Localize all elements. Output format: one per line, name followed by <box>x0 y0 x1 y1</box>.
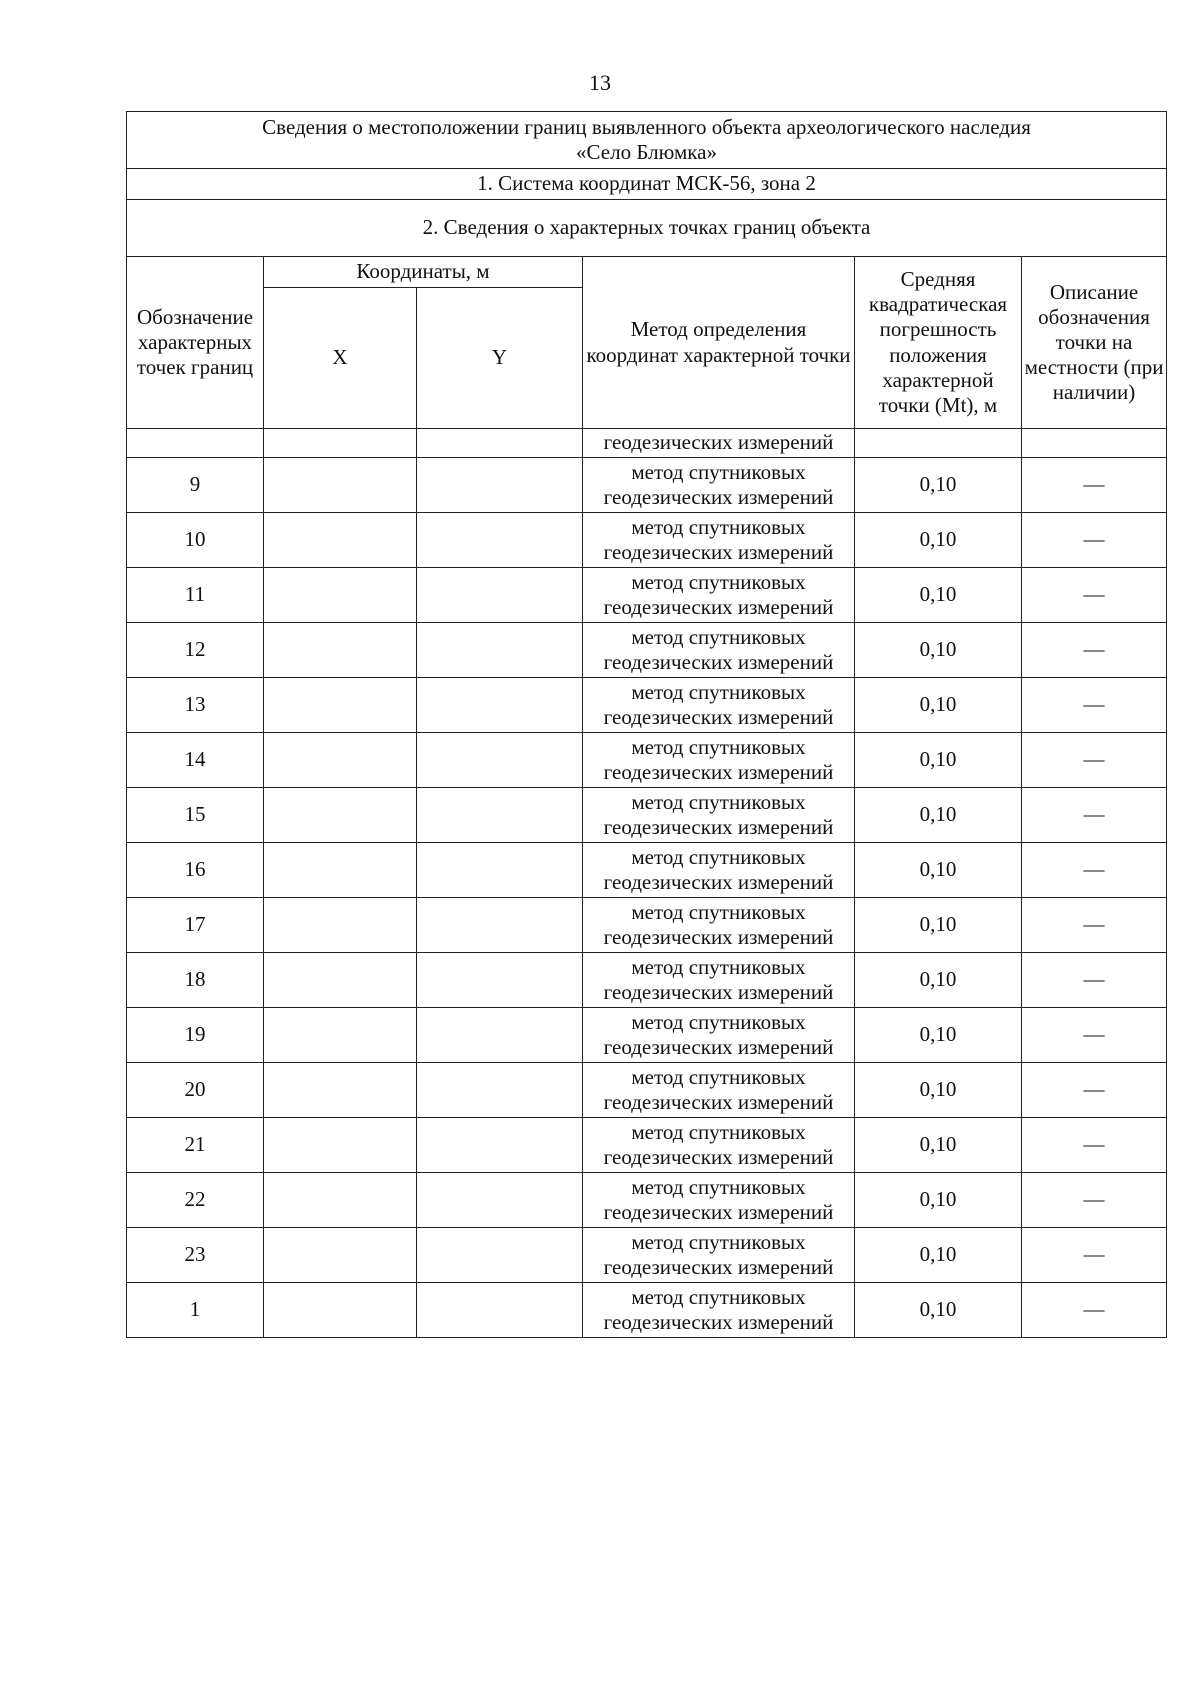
table-row <box>127 623 1167 678</box>
method-cell <box>583 1008 855 1063</box>
point-cell: 18 <box>127 953 264 1008</box>
method-cell <box>583 513 855 568</box>
description-cell: — <box>1022 953 1167 1008</box>
x-cell <box>264 513 417 568</box>
description-cell: — <box>1022 1063 1167 1118</box>
error-cell: 0,10 <box>855 1063 1022 1118</box>
method-cell <box>583 788 855 843</box>
y-cell <box>417 568 583 623</box>
x-cell <box>264 678 417 733</box>
continuation-method: геодезических измерений <box>583 429 855 458</box>
point-cell: 20 <box>127 1063 264 1118</box>
x-cell <box>264 788 417 843</box>
method-text: геодезических измерений <box>603 595 834 619</box>
description-cell: — <box>1022 843 1167 898</box>
method-text: геодезических измерений <box>603 540 834 564</box>
method-cell <box>583 1173 855 1228</box>
description-cell: — <box>1022 788 1167 843</box>
error-cell: 0,10 <box>855 1118 1022 1173</box>
error-cell: 0,10 <box>855 1228 1022 1283</box>
y-cell <box>417 1118 583 1173</box>
point-cell: 10 <box>127 513 264 568</box>
method-text: метод спутниковых <box>631 569 806 594</box>
error-cell: 0,10 <box>855 1283 1022 1338</box>
description-cell: — <box>1022 623 1167 678</box>
method-cell <box>583 953 855 1008</box>
method-cell <box>583 568 855 623</box>
method-text: геодезических измерений <box>603 1145 834 1169</box>
method-text: геодезических измерений <box>603 815 834 839</box>
method-cell <box>583 1283 855 1338</box>
error-cell: 0,10 <box>855 898 1022 953</box>
method-text: метод спутниковых <box>631 1229 806 1254</box>
header-designation: Обозначение характерных точек границ <box>127 257 264 429</box>
y-cell <box>417 1063 583 1118</box>
table-row <box>127 1283 1167 1338</box>
continuation-row <box>127 429 1167 458</box>
method-text: геодезических измерений <box>603 760 834 784</box>
x-cell <box>264 953 417 1008</box>
description-cell: — <box>1022 1118 1167 1173</box>
method-text: метод спутниковых <box>631 1284 806 1309</box>
x-cell <box>264 1118 417 1173</box>
description-cell: — <box>1022 513 1167 568</box>
method-cell <box>583 733 855 788</box>
method-cell <box>583 843 855 898</box>
method-text: геодезических измерений <box>603 980 834 1004</box>
header-error: Средняя квадратическая погрешность положения характерной точки (Mt), м <box>855 257 1022 429</box>
error-cell: 0,10 <box>855 678 1022 733</box>
table-title <box>127 112 1167 169</box>
point-cell: 16 <box>127 843 264 898</box>
description-cell: — <box>1022 733 1167 788</box>
method-cell <box>583 1228 855 1283</box>
header-y: Y <box>417 288 583 429</box>
table-row <box>127 1118 1167 1173</box>
y-cell <box>417 1283 583 1338</box>
x-cell <box>264 1283 417 1338</box>
method-cell <box>583 623 855 678</box>
point-cell: 21 <box>127 1118 264 1173</box>
method-text: геодезических измерений <box>603 1090 834 1114</box>
table-row <box>127 1063 1167 1118</box>
description-cell: — <box>1022 568 1167 623</box>
point-cell: 9 <box>127 458 264 513</box>
table-row <box>127 1008 1167 1063</box>
table-row <box>127 458 1167 513</box>
y-cell <box>417 788 583 843</box>
method-text: метод спутниковых <box>631 844 806 869</box>
x-cell <box>264 458 417 513</box>
method-text: метод спутниковых <box>631 679 806 704</box>
method-text: геодезических измерений <box>603 1255 834 1279</box>
x-cell <box>264 733 417 788</box>
point-cell: 17 <box>127 898 264 953</box>
method-text: геодезических измерений <box>603 1310 834 1334</box>
table-row <box>127 733 1167 788</box>
method-text: метод спутниковых <box>631 1009 806 1034</box>
description-cell: — <box>1022 1228 1167 1283</box>
method-cell <box>583 898 855 953</box>
method-cell <box>583 1118 855 1173</box>
error-cell: 0,10 <box>855 843 1022 898</box>
y-cell <box>417 733 583 788</box>
method-text: метод спутниковых <box>631 1064 806 1089</box>
description-cell: — <box>1022 458 1167 513</box>
method-text: метод спутниковых <box>631 1119 806 1144</box>
method-text: геодезических измерений <box>603 925 834 949</box>
error-cell: 0,10 <box>855 623 1022 678</box>
page-number: 13 <box>589 70 611 95</box>
description-cell: — <box>1022 678 1167 733</box>
x-cell <box>264 1063 417 1118</box>
description-cell: — <box>1022 1173 1167 1228</box>
table-row <box>127 788 1167 843</box>
y-cell <box>417 458 583 513</box>
method-text: метод спутниковых <box>631 954 806 979</box>
coordinate-system-row: 1. Система координат МСК-56, зона 2 <box>127 169 1167 200</box>
header-method: Метод определения координат характерной точки <box>583 257 855 429</box>
error-cell: 0,10 <box>855 1008 1022 1063</box>
y-cell <box>417 1173 583 1228</box>
method-text: геодезических измерений <box>603 1200 834 1224</box>
y-cell <box>417 1228 583 1283</box>
x-cell <box>264 623 417 678</box>
method-cell <box>583 1063 855 1118</box>
error-cell: 0,10 <box>855 458 1022 513</box>
point-cell: 1 <box>127 1283 264 1338</box>
table-row <box>127 678 1167 733</box>
x-cell <box>264 1008 417 1063</box>
y-cell <box>417 678 583 733</box>
method-text: метод спутниковых <box>631 734 806 759</box>
description-cell: — <box>1022 1283 1167 1338</box>
point-cell: 12 <box>127 623 264 678</box>
table-row <box>127 1228 1167 1283</box>
method-text: геодезических измерений <box>603 650 834 674</box>
description-cell: — <box>1022 898 1167 953</box>
method-text: метод спутниковых <box>631 789 806 814</box>
method-text: геодезических измерений <box>603 705 834 729</box>
x-cell <box>264 568 417 623</box>
error-cell: 0,10 <box>855 1173 1022 1228</box>
point-cell: 22 <box>127 1173 264 1228</box>
x-cell <box>264 1173 417 1228</box>
y-cell <box>417 623 583 678</box>
point-cell: 19 <box>127 1008 264 1063</box>
header-description: Описание обозначения точки на местности (при наличии) <box>1022 257 1167 429</box>
method-cell <box>583 678 855 733</box>
table-row <box>127 568 1167 623</box>
y-cell <box>417 953 583 1008</box>
table-row <box>127 1173 1167 1228</box>
method-text: метод спутниковых <box>631 899 806 924</box>
x-cell <box>264 898 417 953</box>
error-cell: 0,10 <box>855 733 1022 788</box>
x-cell <box>264 1228 417 1283</box>
point-cell: 15 <box>127 788 264 843</box>
method-text: геодезических измерений <box>603 870 834 894</box>
error-cell: 0,10 <box>855 788 1022 843</box>
table-row <box>127 513 1167 568</box>
y-cell <box>417 513 583 568</box>
method-text: метод спутниковых <box>631 1174 806 1199</box>
boundary-points-table <box>126 111 1167 1338</box>
table-row <box>127 898 1167 953</box>
y-cell <box>417 898 583 953</box>
table-title-line1: Сведения о местоположении границ выявленного объекта археологического наследия <box>262 114 1031 139</box>
point-cell: 13 <box>127 678 264 733</box>
point-cell: 23 <box>127 1228 264 1283</box>
method-text: метод спутниковых <box>631 459 806 484</box>
method-cell <box>583 458 855 513</box>
error-cell: 0,10 <box>855 568 1022 623</box>
point-cell: 11 <box>127 568 264 623</box>
error-cell: 0,10 <box>855 953 1022 1008</box>
y-cell <box>417 1008 583 1063</box>
table-title-line2: «Село Блюмка» <box>576 140 717 164</box>
header-x: X <box>264 288 417 429</box>
method-text: метод спутниковых <box>631 514 806 539</box>
table-row <box>127 953 1167 1008</box>
y-cell <box>417 843 583 898</box>
description-cell: — <box>1022 1008 1167 1063</box>
characteristic-points-heading: 2. Сведения о характерных точках границ объекта <box>127 200 1167 257</box>
x-cell <box>264 843 417 898</box>
method-text: геодезических измерений <box>603 1035 834 1059</box>
table-row <box>127 843 1167 898</box>
method-text: метод спутниковых <box>631 624 806 649</box>
header-coordinates: Координаты, м <box>264 257 583 288</box>
method-text: геодезических измерений <box>603 485 834 509</box>
error-cell: 0,10 <box>855 513 1022 568</box>
point-cell: 14 <box>127 733 264 788</box>
